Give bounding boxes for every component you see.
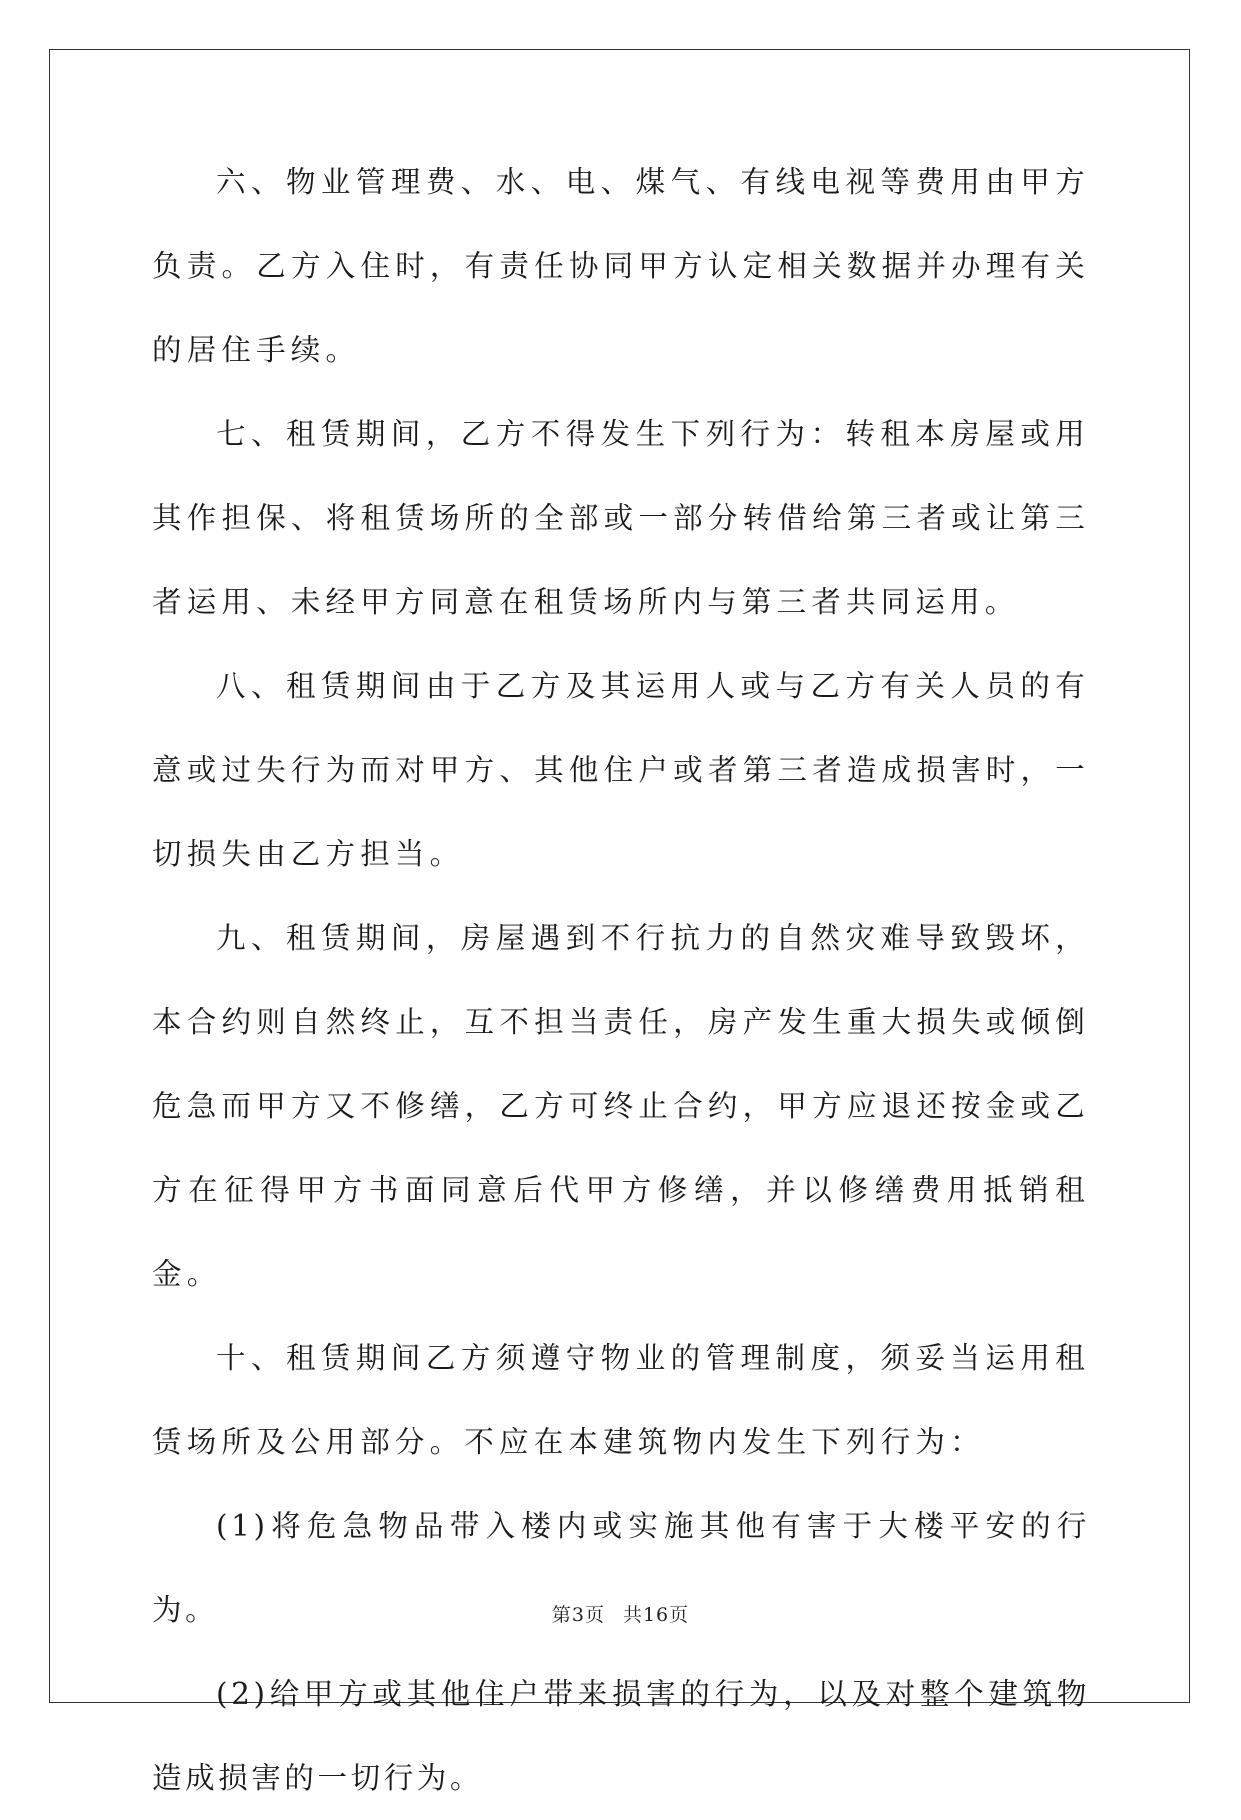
paragraph-8: 八、租赁期间由于乙方及其运用人或与乙方有关人员的有意或过失行为而对甲方、其他住户或者第三者造成损害时，一切损失由乙方担当。 (152, 669, 1090, 871)
paragraph-9: 九、租赁期间，房屋遇到不行抗力的自然灾难导致毁坏，本合约则自然终止，互不担当责任，房产发生重大损失或倾倒危急而甲方又不修缮，乙方可终止合约，甲方应退还按金或乙方在征得甲方书面同意后代甲方修缮，并以修缮费用抵销租金。 (152, 921, 1090, 1291)
page-footer (0, 1600, 1241, 1627)
paragraph-10-item-1: (1)将危急物品带入楼内或实施其他有害于大楼平安的行为。 (152, 1509, 1090, 1627)
paragraph-10-item-2: (2)给甲方或其他住户带来损害的行为，以及对整个建筑物造成损害的一切行为。 (152, 1677, 1090, 1795)
document-body (152, 140, 1090, 1820)
paragraph-7: 七、租赁期间，乙方不得发生下列行为：转租本房屋或用其作担保、将租赁场所的全部或一部分转借给第三者或让第三者运用、未经甲方同意在租赁场所内与第三者共同运用。 (152, 417, 1090, 619)
paragraph-10: 十、租赁期间乙方须遵守物业的管理制度，须妥当运用租赁场所及公用部分。不应在本建筑物内发生下列行为： (152, 1341, 1090, 1459)
page-number: 第3页 (551, 1604, 605, 1626)
paragraph-6: 六、物业管理费、水、电、煤气、有线电视等费用由甲方负责。乙方入住时，有责任协同甲方认定相关数据并办理有关的居住手续。 (152, 165, 1090, 367)
page-total: 共16页 (622, 1604, 690, 1626)
